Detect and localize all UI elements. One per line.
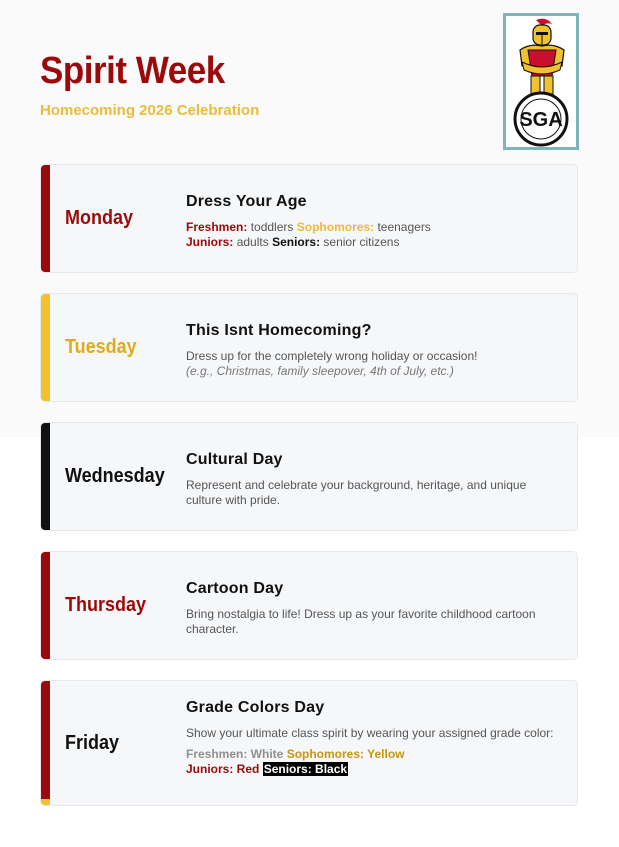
sga-logo-text: SGA xyxy=(519,109,563,131)
sophomores-value: teenagers xyxy=(377,220,431,234)
sophomores-color: Sophomores: Yellow xyxy=(286,747,405,761)
event-description: Bring nostalgia to life! Dress up as your favorite childhood cartoon character. xyxy=(186,607,536,636)
seniors-value: senior citizens xyxy=(323,235,400,249)
day-label: Monday xyxy=(65,207,134,229)
event-description: Show your ultimate class spirit by wearing your assigned grade color: xyxy=(186,726,554,740)
event-title: Grade Colors Day xyxy=(186,699,325,716)
event-description: Represent and celebrate your background, heritage, and unique culture with pride. xyxy=(186,478,527,507)
event-description: Dress up for the completely wrong holiday or occasion! xyxy=(186,349,478,363)
event-title: Dress Your Age xyxy=(186,193,307,210)
accent-bar xyxy=(41,294,50,401)
accent-bar xyxy=(41,165,50,272)
event-title: Cartoon Day xyxy=(186,580,284,597)
juniors-color: Juniors: Red xyxy=(186,762,260,776)
schedule-card-thursday xyxy=(40,551,578,660)
event-title: Cultural Day xyxy=(186,451,283,468)
seniors-label: Seniors: xyxy=(272,235,321,249)
schedule-card-wednesday xyxy=(40,422,578,531)
schedule-card-friday xyxy=(40,680,578,806)
juniors-value: adults xyxy=(236,235,269,249)
seniors-color: Seniors: Black xyxy=(263,762,348,776)
day-label: Friday xyxy=(65,731,120,754)
knight-mascot-icon xyxy=(506,16,576,147)
sophomores-label: Sophomores: xyxy=(296,220,375,234)
juniors-label: Juniors: xyxy=(186,235,234,249)
schedule-card-monday xyxy=(40,164,578,273)
day-label: Wednesday xyxy=(65,465,165,487)
day-label: Tuesday xyxy=(65,336,137,358)
class-assignments xyxy=(186,220,557,250)
freshmen-color: Freshmen: White xyxy=(186,747,284,761)
accent-bar xyxy=(41,552,50,659)
event-title: This Isnt Homecoming? xyxy=(186,322,372,339)
grade-colors xyxy=(186,747,557,777)
page-title: Spirit Week xyxy=(40,50,225,92)
freshmen-value: toddlers xyxy=(250,220,294,234)
page-subtitle: Homecoming 2026 Celebration xyxy=(40,102,260,119)
accent-bar xyxy=(41,681,50,805)
schedule-card-tuesday xyxy=(40,293,578,402)
day-label: Thursday xyxy=(65,594,147,616)
accent-bar xyxy=(41,423,50,530)
freshmen-label: Freshmen: xyxy=(186,220,248,234)
sga-logo xyxy=(503,13,579,150)
event-note: (e.g., Christmas, family sleepover, 4th of July, etc.) xyxy=(186,364,454,378)
